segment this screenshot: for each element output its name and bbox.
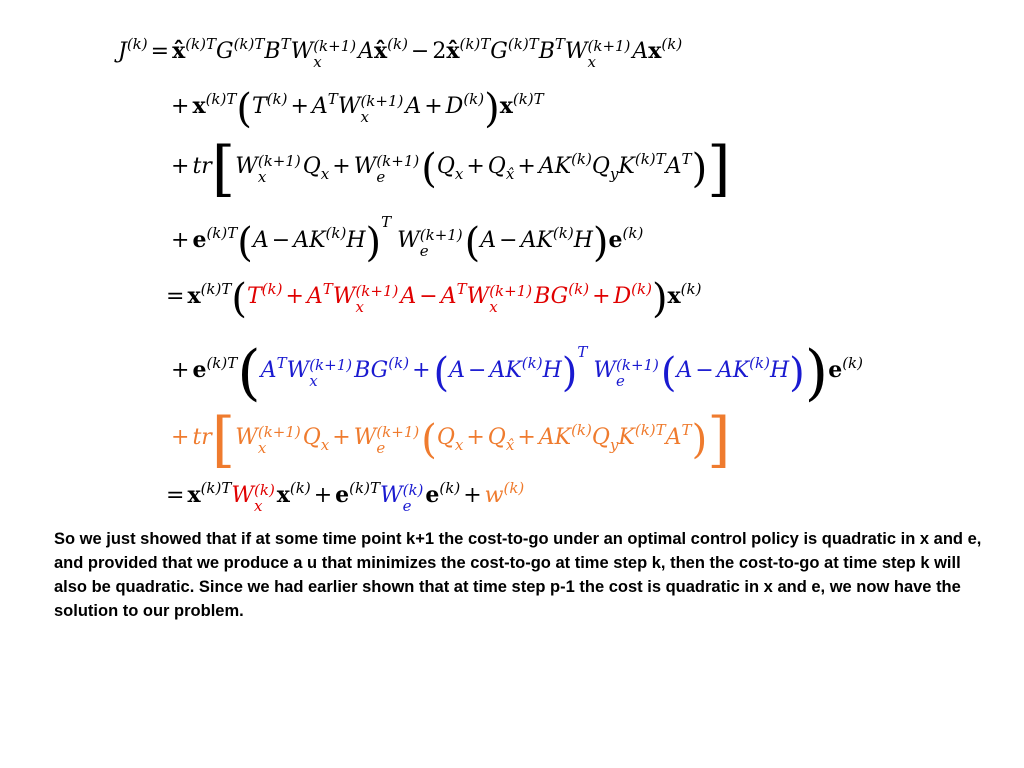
equation-line-3: + tr[W (k+1) x $Q_x + W$ (k+1) e $(Q_x + Q_{x̂} + AK^{(k)}Q_yK^{(k)T}A^T)$] (171, 134, 731, 204)
equation-line-2: + $x^{(k)T}(T^{(k)} + A^TW$ (k+1) x $A + D^{(k)})x^{(k)T}$ (171, 86, 544, 132)
equation-line-5: = $x^{(k)T}(T^{(k)} + A^TW$ (k+1) x $A - A^TW$ (k+1) x $BG^{(k)} + D^{(k)})x^{(k)}$ (166, 276, 702, 322)
equation-line-1: $J^{(k)}$ = $x̂^{(k)T}G^{(k)T}B^TW$ (k+1) x Ax̂$^{(k)}$ − $2x̂^{(k)T}G^{(k)T}B^TW$ (k+1) x Ax$^{(k)}$ (118, 35, 683, 71)
equation-line-8: = $x^{(k)T}W$ (k) x $x^{(k)} + e^{(k)T}W$ (k) e $e^{(k)} + w^{(k)}$ (166, 479, 525, 515)
equation-line-7: + tr[W (k+1) x $Q_x + W$ (k+1) e $(Q_x + Q_{x̂} + AK^{(k)}Q_yK^{(k)T}A^T)$] (171, 405, 731, 475)
equation-line-6: + $e^{(k)T}(A^TW$ (k+1) x $BG^{(k)} +(A - AK^{(k)}H)^TW$ (k+1) e $(A - AK^{(k)}H))e^{(k)}$ (171, 338, 863, 408)
explanation-paragraph: So we just showed that if at some time point k+1 the cost-to-go under an optimal control policy is quadratic in x and e, and provided that we produce a u that minimizes the cost-to-go at time step k, then the cost-to-go at time step k will also be quadratic. Since we had earlier shown that at time step p-1 the cost is quadratic in x and e, we now have the solution to our problem. (54, 530, 982, 620)
equation-line-4: + $e^{(k)T}(A - AK^{(k)}H)^TW$ (k+1) e $(A - AK^{(k)}H)e^{(k)}$ (171, 213, 644, 266)
